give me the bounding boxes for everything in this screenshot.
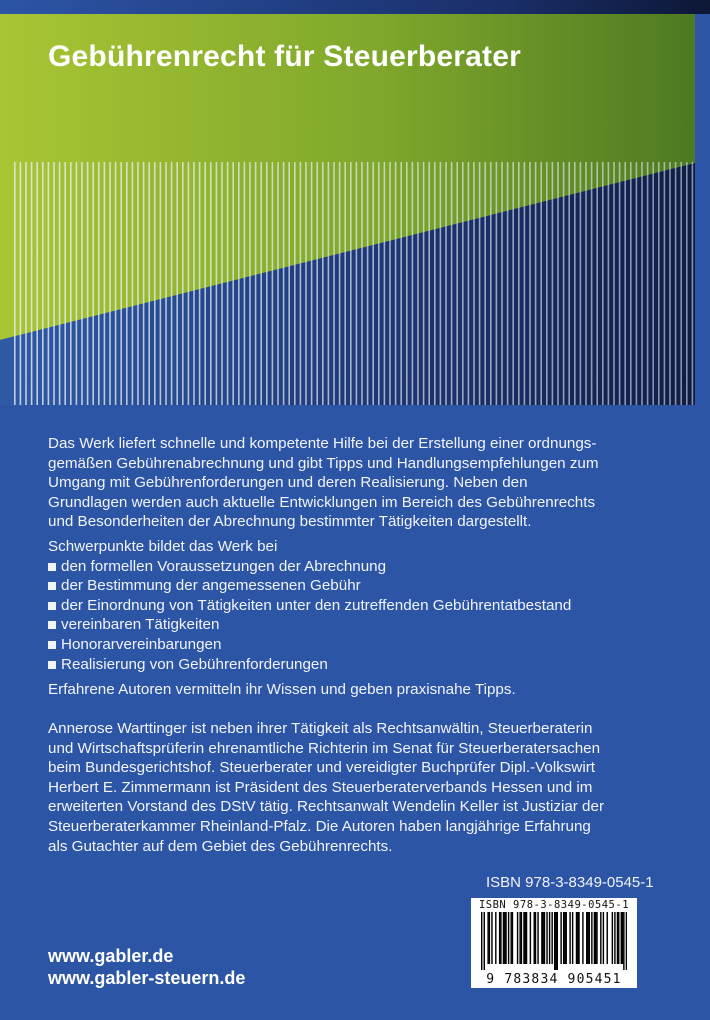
stripe	[266, 162, 268, 405]
stripe	[31, 162, 33, 405]
stripe	[316, 162, 318, 405]
list-item-text: vereinbaren Tätigkeiten	[61, 616, 220, 634]
publisher-links	[48, 945, 245, 989]
stripe	[232, 162, 234, 405]
stripe	[557, 162, 559, 405]
stripe	[148, 162, 150, 405]
square-bullet-icon	[48, 661, 56, 669]
list-item-text: der Bestimmung der angemessenen Gebühr	[61, 577, 361, 595]
stripe	[658, 162, 660, 405]
stripe	[294, 162, 296, 405]
stripe	[389, 162, 391, 405]
stripe	[636, 162, 638, 405]
stripe	[468, 162, 470, 405]
stripe	[92, 162, 94, 405]
focus-list	[48, 557, 648, 675]
stripe	[440, 162, 442, 405]
stripe	[552, 162, 554, 405]
list-item-text: den formellen Voraussetzungen der Abrechnung	[61, 557, 387, 575]
stripe	[160, 162, 162, 405]
stripe	[652, 162, 654, 405]
stripe	[36, 162, 38, 405]
stripe	[630, 162, 632, 405]
stripe	[143, 162, 145, 405]
stripe	[423, 162, 425, 405]
stripe	[76, 162, 78, 405]
square-bullet-icon	[48, 621, 56, 629]
stripe	[400, 162, 402, 405]
stripe	[328, 162, 330, 405]
stripe	[669, 162, 671, 405]
stripe	[210, 162, 212, 405]
stripe	[596, 162, 598, 405]
list-item	[48, 576, 648, 596]
stripe	[619, 162, 621, 405]
stripe	[641, 162, 643, 405]
barcode-bars	[481, 912, 627, 970]
stripe	[428, 162, 430, 405]
stripe	[227, 162, 229, 405]
stripe	[154, 162, 156, 405]
stripe	[104, 162, 106, 405]
stripe	[64, 162, 66, 405]
stripe	[361, 162, 363, 405]
stripe	[484, 162, 486, 405]
stripe	[591, 162, 593, 405]
list-item-text: Realisierung von Gebührenforderungen	[61, 655, 328, 673]
stripe	[563, 162, 565, 405]
stripe	[445, 162, 447, 405]
stripe	[507, 162, 509, 405]
isbn-label: ISBN 978-3-8349-0545-1	[486, 874, 654, 891]
stripe	[70, 162, 72, 405]
stripe	[333, 162, 335, 405]
publisher-tax-website-link[interactable]: www.gabler-steuern.de	[48, 968, 246, 988]
stripe	[585, 162, 587, 405]
stripe	[580, 162, 582, 405]
stripe	[473, 162, 475, 405]
stripe	[221, 162, 223, 405]
book-title: Gebührenrecht für Steuerberater	[48, 40, 521, 73]
stripe	[524, 162, 526, 405]
stripe	[42, 162, 44, 405]
stripe	[300, 162, 302, 405]
stripe	[59, 162, 61, 405]
stripe	[417, 162, 419, 405]
stripe	[204, 162, 206, 405]
stripe	[255, 162, 257, 405]
stripe	[490, 162, 492, 405]
stripe	[344, 162, 346, 405]
stripe	[501, 162, 503, 405]
stripe	[244, 162, 246, 405]
barcode	[471, 898, 637, 988]
stripe	[81, 162, 83, 405]
stripe	[115, 162, 117, 405]
stripe	[675, 162, 677, 405]
stripe	[613, 162, 615, 405]
list-item	[48, 596, 648, 616]
stripe	[98, 162, 100, 405]
list-item-text: Honorarvereinbarungen	[61, 635, 222, 653]
experience-line: Erfahrene Autoren vermitteln ihr Wissen und geben praxisnahe Tipps.	[48, 681, 516, 698]
stripe	[462, 162, 464, 405]
stripe	[249, 162, 251, 405]
stripe	[412, 162, 414, 405]
stripe	[356, 162, 358, 405]
stripe	[546, 162, 548, 405]
stripe	[199, 162, 201, 405]
square-bullet-icon	[48, 641, 56, 649]
description-paragraph: Das Werk liefert schnelle und kompetente Hilfe bei der Erstellung einer ordnungsgemäßen Gebührenabrechnung und gibt Tipps und Handlungsempfehlungen zum Umgang mit Gebührenforderungen und deren Realisierung. Neben den Grundlagen werden auch aktuelle Entwicklungen im Bereich des Gebührenrechts und Besonderheiten der Abrechnung bestimmter Tätigkeiten dargestellt.	[48, 435, 599, 531]
square-bullet-icon	[48, 602, 56, 610]
stripe	[14, 162, 16, 405]
stripe	[686, 162, 688, 405]
stripe	[395, 162, 397, 405]
barcode-digits: 9 783834 905451	[486, 972, 622, 987]
stripe	[305, 162, 307, 405]
stripe	[602, 162, 604, 405]
stripe	[350, 162, 352, 405]
stripe	[406, 162, 408, 405]
stripe	[132, 162, 134, 405]
stripe	[188, 162, 190, 405]
stripe	[692, 162, 694, 405]
stripe	[518, 162, 520, 405]
stripe	[126, 162, 128, 405]
stripe	[512, 162, 514, 405]
stripe	[193, 162, 195, 405]
list-item	[48, 615, 648, 635]
stripe	[288, 162, 290, 405]
list-item-text: der Einordnung von Tätigkeiten unter den zutreffenden Gebührentatbestand	[61, 596, 572, 614]
stripe	[120, 162, 122, 405]
stripe	[87, 162, 89, 405]
stripe	[311, 162, 313, 405]
stripe	[535, 162, 537, 405]
stripe	[608, 162, 610, 405]
stripe	[378, 162, 380, 405]
stripe	[680, 162, 682, 405]
stripe	[479, 162, 481, 405]
stripe	[272, 162, 274, 405]
stripe	[529, 162, 531, 405]
stripe	[53, 162, 55, 405]
stripe	[451, 162, 453, 405]
stripe	[109, 162, 111, 405]
stripe	[283, 162, 285, 405]
publisher-website-link[interactable]: www.gabler.de	[48, 946, 174, 966]
stripe	[322, 162, 324, 405]
stripe	[171, 162, 173, 405]
stripe	[137, 162, 139, 405]
stripe	[238, 162, 240, 405]
list-item	[48, 557, 648, 577]
square-bullet-icon	[48, 582, 56, 590]
stripe	[176, 162, 178, 405]
focus-heading: Schwerpunkte bildet das Werk bei	[48, 538, 278, 555]
authors-paragraph: Annerose Warttinger ist neben ihrer Tätigkeit als Rechtsanwältin, Steuerberaterin und Wirtschaftsprüferin ehrenamtliche Richterin im Senat für Steuerberatersachen beim Bundesgerichtshof. Steuerberater und vereidigter Buchprüfer Dipl.-Volkswirt Herbert E. Zimmermann ist Präsident des Steuerberaterverbands Hessen und im erweiterten Vorstand des DStV tätig. Rechtsanwalt Wendelin Keller ist Justiziar der Steuerberaterkammer Rheinland-Pfalz. Die Autoren haben langjährige Erfahrung als Gutachter auf dem Gebiet des Gebührenrechts.	[48, 720, 605, 855]
list-item	[48, 635, 648, 655]
stripe	[20, 162, 22, 405]
stripe	[182, 162, 184, 405]
stripe	[260, 162, 262, 405]
stripe	[48, 162, 50, 405]
stripe	[277, 162, 279, 405]
stripe	[574, 162, 576, 405]
stripe	[568, 162, 570, 405]
stripe	[664, 162, 666, 405]
stripe	[367, 162, 369, 405]
focus-section	[48, 537, 648, 674]
stripe	[434, 162, 436, 405]
stripe	[165, 162, 167, 405]
stripe	[25, 162, 27, 405]
stripe	[647, 162, 649, 405]
list-item	[48, 655, 648, 675]
stripe	[372, 162, 374, 405]
stripe	[339, 162, 341, 405]
stripe	[540, 162, 542, 405]
barcode-isbn-text: ISBN 978-3-8349-0545-1	[478, 899, 630, 911]
stripe	[384, 162, 386, 405]
stripe	[456, 162, 458, 405]
stripe	[496, 162, 498, 405]
square-bullet-icon	[48, 563, 56, 571]
stripe	[624, 162, 626, 405]
stripe	[216, 162, 218, 405]
